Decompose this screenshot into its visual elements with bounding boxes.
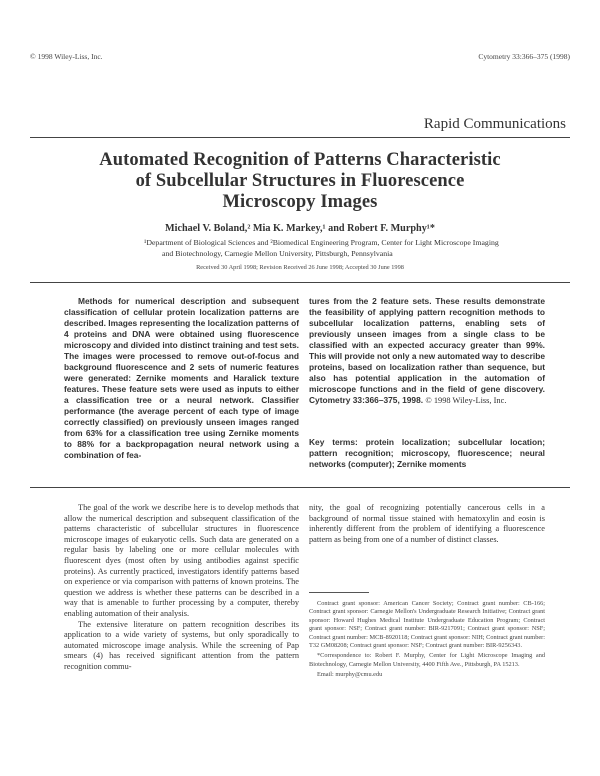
author-list: Michael V. Boland,² Mia K. Markey,¹ and Robert F. Murphy¹* xyxy=(165,223,435,234)
keywords-block xyxy=(309,437,545,470)
email-footnote: Email: murphy@cmu.edu xyxy=(317,671,383,679)
section-label: Rapid Communications xyxy=(423,116,566,132)
footnotes xyxy=(309,600,545,682)
footnote-rule xyxy=(309,592,369,593)
title-line-3: Microscopy Images xyxy=(222,192,378,212)
body-paragraph-2: The extensive literature on pattern recognition describes its application to a wide variety of systems, but only sporadically to automated microscope image analysis. While the screening of Pap smears (4) has received significant attention from the pattern recognition commu- xyxy=(64,619,299,671)
keywords-text: Key terms: protein localization; subcellular location; pattern recognition; microscopy, fluorescence; neural networks (computer); Zernike moments xyxy=(309,437,545,469)
body-left-column xyxy=(64,503,299,673)
abstract-copyright: © 1998 Wiley-Liss, Inc. xyxy=(425,396,507,405)
abstract-left-column xyxy=(64,296,299,461)
body-paragraph-3: nity, the goal of recognizing potentially cancerous cells in a background of normal tissue stained with hematoxylin and eosin is inherently different from the problem of identifying a fluorescence pattern as being from one of a number of distinct classes. xyxy=(309,503,545,544)
abstract-right-column xyxy=(309,296,545,406)
body-right-column xyxy=(309,503,545,545)
abstract-text-left: Methods for numerical description and subsequent classification of cellular protein localization patterns are described. Images representing the localization patterns of 4 proteins and DNA were obtained using fluorescence microscopy and divided into distinct training and test sets. The images were processed to remove out-of-focus and background fluorescence and 2 sets of numeric features were generated: Zernike moments and Haralick texture features. These feature sets were used as inputs to either a classification tree or a neural network. Classifier performance (the average percent of each type of image correctly classified) on previously unseen images ranged from 63% for a classification tree using Zernike moments to 88% for a backpropagation neural network using a combination of fea- xyxy=(64,296,299,460)
correspondence-footnote: *Correspondence to: Robert F. Murphy, Center for Light Microscope Imaging and Biotechnology, Carnegie Mellon University, 4400 Fifth Ave., Pittsburgh, PA 15213. xyxy=(309,652,545,668)
affiliation-line-1: ¹Department of Biological Sciences and ²Biomedical Engineering Program, Center for Light Microscope Imaging xyxy=(144,238,499,247)
grant-footnote: Contract grant sponsor: American Cancer Society; Contract grant number: CB-166; Contract grant sponsor: Carnegie Mellon's Undergraduate Research Initiative; Contract grant sponsor: Howard Hughes Medical Institute Undergraduate Education Program; Contract grant sponsor: NSF; Contract grant number: BIR-9217091; Contract grant sponsor: NSF; Contract grant number: MCB-8920118; Contract grant sponsor: NIH; Contract grant number: T32 GM08208; Contract grant sponsor: NSF; Contract grant number: BIR-9256343. xyxy=(309,600,545,650)
abstract-text-right: tures from the 2 feature sets. These results demonstrate the feasibility of applying pattern recognition methods to subcellular localization patterns, enabling sets of previously unseen images from a single class to be classified with an expected accuracy greater than 99%. This will provide not only a new automated way to describe proteins, based on localization rather than sequence, but also has potential application in the automation of microscope functions and in the field of gene discovery. Cytometry 33:366–375, 1998. xyxy=(309,296,545,405)
paper-title xyxy=(30,150,570,213)
affiliation-line-2: and Biotechnology, Carnegie Mellon University, Pittsburgh, Pennsylvania xyxy=(162,249,393,258)
abstract-top-rule xyxy=(30,282,570,283)
journal-copyright: © 1998 Wiley-Liss, Inc. xyxy=(30,52,103,61)
journal-citation: Cytometry 33:366–375 (1998) xyxy=(478,52,570,61)
title-line-2: of Subcellular Structures in Fluorescence xyxy=(135,171,465,191)
abstract-bottom-rule xyxy=(30,487,570,488)
received-dates: Received 30 April 1998; Revision Received 26 June 1998; Accepted 30 June 1998 xyxy=(196,264,404,271)
body-paragraph-1: The goal of the work we describe here is to develop methods that allow the numerical description and subsequent classification of the patterns characteristic of subcellular structures in fluorescence microscope images of eukaryotic cells. Such data are generated on a regular basis by labeling one or more cellular molecules with fluorescent dyes (most often by using antibodies against specific proteins). As currently practiced, investigators identify patterns based on experience or via comparison with patterns of known proteins. The question we address is whether these patterns can be described in a way that is amenable to further processing by a computer, thereby enabling automation of their analysis. xyxy=(64,503,299,618)
title-line-1: Automated Recognition of Patterns Characteristic xyxy=(99,150,501,170)
affiliation xyxy=(144,237,560,259)
section-rule xyxy=(30,137,570,138)
